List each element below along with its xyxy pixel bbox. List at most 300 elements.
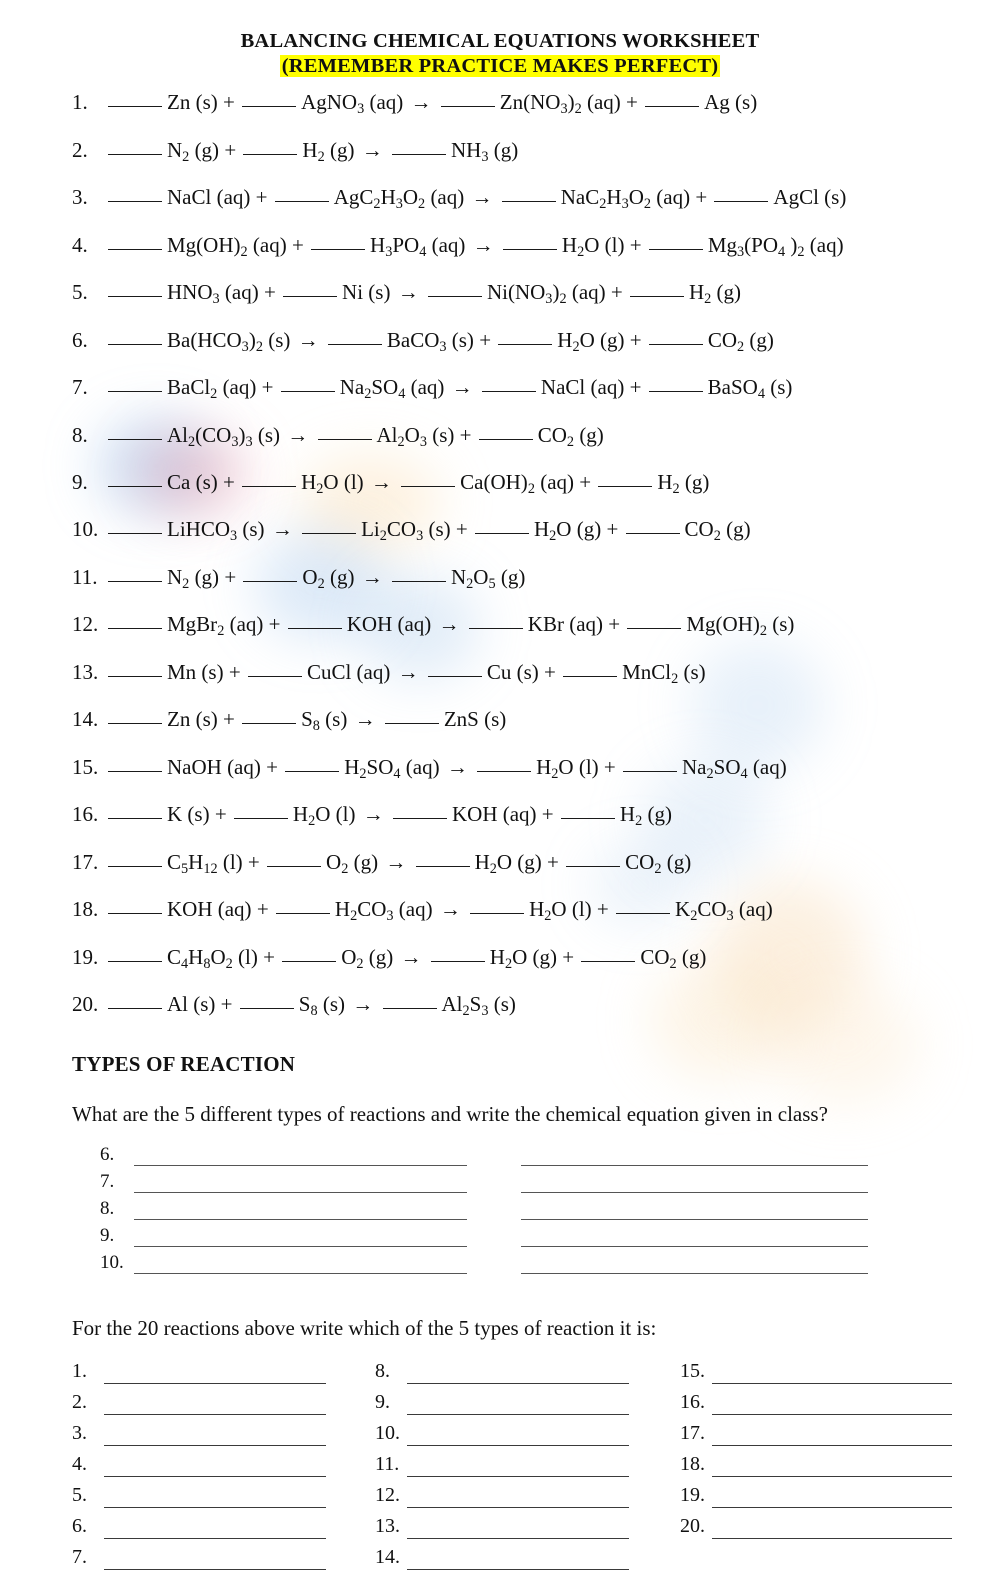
- reaction-type-answer-blank[interactable]: [104, 1476, 326, 1477]
- equation-number: 16.: [72, 802, 99, 827]
- species: $N_2$ (g): [167, 564, 220, 592]
- coefficient-blank[interactable]: [108, 581, 162, 582]
- species: $C_5H_{12}$ (l): [167, 849, 243, 877]
- equation-body: [106, 794, 672, 841]
- equation-row: [0, 509, 1000, 556]
- species: KOH (aq): [346, 612, 432, 637]
- reaction-arrow-icon: →: [451, 375, 473, 400]
- equation-body: [106, 225, 844, 272]
- plus-sign: +: [255, 185, 268, 210]
- types-answer-row: [100, 1247, 1000, 1274]
- species: $H_2O$ (l): [301, 470, 364, 497]
- species: $H_2O$ (g): [489, 944, 557, 972]
- page-title: BALANCING CHEMICAL EQUATIONS WORKSHEET: [240, 30, 760, 52]
- equation-body: [106, 699, 506, 746]
- species: $Mg(OH)_2$ (aq): [167, 232, 287, 260]
- species: MnCl$_2$ (s): [622, 659, 706, 687]
- equation-number: 5.: [72, 280, 88, 305]
- answer-column-1: [72, 1353, 326, 1570]
- coefficient-blank[interactable]: [385, 723, 439, 724]
- reaction-type-answer-blank[interactable]: [104, 1383, 326, 1384]
- coefficient-blank[interactable]: [267, 866, 321, 867]
- types-answer-blank-right[interactable]: [521, 1165, 868, 1166]
- types-answer-blank-right[interactable]: [521, 1192, 868, 1193]
- reaction-arrow-icon: →: [400, 944, 422, 969]
- reaction-type-answer-grid: [0, 1353, 1000, 1581]
- coefficient-blank[interactable]: [248, 676, 302, 677]
- coefficient-blank[interactable]: [108, 296, 162, 297]
- types-answer-number: 8.: [100, 1197, 115, 1219]
- species: AgNO$_3$ (aq): [301, 90, 404, 118]
- reaction-type-answer-number: 6.: [72, 1514, 87, 1537]
- types-of-reaction-heading: TYPES OF REACTION: [72, 1051, 296, 1076]
- equation-number: 14.: [72, 707, 99, 732]
- coefficient-blank[interactable]: [108, 628, 162, 629]
- reaction-type-answer-number: 1.: [72, 1359, 87, 1382]
- reaction-type-answer-row: [375, 1477, 629, 1508]
- coefficient-blank[interactable]: [714, 201, 768, 202]
- coefficient-blank[interactable]: [383, 1008, 437, 1009]
- equation-body: [106, 652, 706, 699]
- equation-body: [106, 984, 516, 1031]
- reaction-arrow-icon: →: [410, 90, 432, 115]
- reaction-arrow-icon: →: [352, 992, 374, 1017]
- coefficient-blank[interactable]: [416, 866, 470, 867]
- reaction-type-answer-number: 8.: [375, 1359, 390, 1382]
- plus-sign: +: [541, 802, 554, 827]
- coefficient-blank[interactable]: [283, 296, 337, 297]
- reaction-type-answer-row: [72, 1508, 326, 1539]
- coefficient-blank[interactable]: [482, 391, 536, 392]
- reaction-type-answer-number: 5.: [72, 1483, 87, 1506]
- types-answer-row: [100, 1166, 1000, 1193]
- species: $K_2CO_3$ (aq): [675, 897, 773, 925]
- plus-sign: +: [459, 422, 472, 447]
- coefficient-blank[interactable]: [627, 628, 681, 629]
- plus-sign: +: [263, 944, 275, 969]
- coefficient-blank[interactable]: [630, 296, 684, 297]
- species: $H_2O$ (l): [536, 754, 599, 782]
- coefficient-blank[interactable]: [649, 344, 703, 345]
- species: $CO_2$ (g): [625, 849, 692, 877]
- reaction-arrow-icon: →: [438, 612, 460, 637]
- types-of-reaction-prompt: What are the 5 different types of reactions and write the chemical equation given in class?: [72, 1101, 828, 1126]
- plus-sign: +: [608, 612, 621, 637]
- coefficient-blank[interactable]: [288, 628, 342, 629]
- coefficient-blank[interactable]: [243, 154, 297, 155]
- coefficient-blank[interactable]: [428, 296, 482, 297]
- plus-sign: +: [579, 470, 592, 494]
- plus-sign: +: [695, 185, 708, 210]
- coefficient-blank[interactable]: [302, 533, 356, 534]
- species: $H_2CO_3$ (aq): [334, 897, 433, 925]
- species: $Al_2S_3$ (s): [441, 992, 516, 1020]
- reaction-type-answer-number: 4.: [72, 1452, 87, 1475]
- equation-row: [0, 320, 1000, 367]
- coefficient-blank[interactable]: [242, 723, 296, 724]
- coefficient-blank[interactable]: [243, 581, 297, 582]
- coefficient-blank[interactable]: [428, 676, 482, 677]
- reaction-type-answer-row: [680, 1477, 952, 1508]
- species: $H_2SO_4$ (aq): [344, 754, 440, 782]
- coefficient-blank[interactable]: [479, 439, 533, 440]
- types-answer-blank-left[interactable]: [134, 1273, 467, 1274]
- plus-sign: +: [629, 232, 642, 257]
- reaction-arrow-icon: →: [439, 897, 461, 922]
- species: KOH (aq): [451, 802, 537, 827]
- reaction-type-answer-blank[interactable]: [407, 1538, 629, 1539]
- coefficient-blank[interactable]: [242, 486, 296, 487]
- species: $NH_3$ (g): [450, 137, 519, 165]
- reaction-type-answer-row: [375, 1384, 629, 1415]
- plus-sign: +: [266, 754, 278, 779]
- coefficient-blank[interactable]: [392, 154, 446, 155]
- species: $Mg(OH)_2$ (s): [686, 612, 795, 640]
- types-answer-blank-left[interactable]: [134, 1246, 467, 1247]
- types-answer-blank-left[interactable]: [134, 1192, 467, 1193]
- equation-number: 18.: [72, 897, 99, 922]
- coefficient-blank[interactable]: [108, 533, 162, 534]
- reaction-type-answer-blank[interactable]: [104, 1569, 326, 1570]
- reaction-type-answer-row: [375, 1508, 629, 1539]
- plus-sign: +: [544, 659, 556, 684]
- coefficient-blank[interactable]: [108, 676, 162, 677]
- plus-sign: +: [479, 327, 492, 352]
- species: $H_2$ (g): [302, 137, 355, 165]
- coefficient-blank[interactable]: [242, 106, 296, 107]
- equation-body: [106, 130, 518, 177]
- reaction-type-answer-number: 9.: [375, 1390, 390, 1413]
- coefficient-blank[interactable]: [431, 961, 485, 962]
- equation-number: 7.: [72, 375, 88, 400]
- species: Zn (s): [167, 90, 218, 115]
- equation-body: [106, 509, 751, 556]
- coefficient-blank[interactable]: [108, 154, 162, 155]
- equation-number: 20.: [72, 992, 99, 1017]
- coefficient-blank[interactable]: [275, 201, 329, 202]
- reaction-type-answer-row: [375, 1446, 629, 1477]
- equation-number: 17.: [72, 849, 99, 874]
- species: $CO_2$ (g): [640, 944, 707, 972]
- types-answer-number: 6.: [100, 1143, 115, 1165]
- reaction-arrow-icon: →: [370, 470, 392, 494]
- plus-sign: +: [223, 90, 235, 115]
- species: Al (s): [167, 992, 216, 1017]
- reaction-type-answer-blank[interactable]: [712, 1538, 952, 1539]
- types-answer-blank-right[interactable]: [521, 1219, 868, 1220]
- coefficient-blank[interactable]: [623, 771, 677, 772]
- types-answer-row: [100, 1220, 1000, 1247]
- species: LiHCO$_3$ (s): [167, 517, 265, 545]
- plus-sign: +: [455, 517, 468, 542]
- equation-row: [0, 604, 1000, 651]
- species: BaCl$_2$ (aq): [167, 375, 257, 403]
- coefficient-blank[interactable]: [392, 581, 446, 582]
- types-answer-row: [100, 1139, 1000, 1166]
- reaction-arrow-icon: →: [297, 327, 319, 352]
- coefficient-blank[interactable]: [561, 818, 615, 819]
- species: NaCl (aq): [540, 375, 625, 400]
- plus-sign: +: [629, 327, 642, 352]
- coefficient-blank[interactable]: [649, 249, 703, 250]
- species: $Ni(NO_3)_2$ (aq): [486, 280, 606, 308]
- equation-body: [106, 415, 604, 462]
- reaction-type-answer-blank[interactable]: [407, 1445, 629, 1446]
- coefficient-blank[interactable]: [616, 913, 670, 914]
- equation-row: [0, 225, 1000, 272]
- plus-sign: +: [220, 992, 233, 1017]
- document-title-block: [0, 0, 1000, 78]
- reaction-type-answer-blank[interactable]: [712, 1507, 952, 1508]
- equation-body: [106, 557, 525, 604]
- coefficient-blank[interactable]: [108, 771, 162, 772]
- equation-body: [106, 272, 741, 319]
- reaction-type-answer-blank[interactable]: [407, 1414, 629, 1415]
- species: $CO_2$ (g): [537, 422, 604, 450]
- page-subtitle-highlighted: (REMEMBER PRACTICE MAKES PERFECT): [281, 54, 719, 77]
- reaction-arrow-icon: →: [354, 707, 376, 732]
- coefficient-blank[interactable]: [108, 723, 162, 724]
- reaction-type-answer-number: 11.: [375, 1452, 400, 1475]
- plus-sign: +: [629, 375, 642, 400]
- coefficient-blank[interactable]: [598, 486, 652, 487]
- coefficient-blank[interactable]: [470, 913, 524, 914]
- coefficient-blank[interactable]: [581, 961, 635, 962]
- reaction-arrow-icon: →: [397, 280, 419, 305]
- species: $Zn(NO_3)_2$ (aq): [499, 90, 621, 118]
- equation-number: 12.: [72, 612, 99, 637]
- plus-sign: +: [547, 849, 559, 874]
- answer-column-3: [680, 1353, 952, 1539]
- coefficient-blank[interactable]: [108, 961, 162, 962]
- coefficient-blank[interactable]: [108, 866, 162, 867]
- reaction-type-answer-blank[interactable]: [407, 1383, 629, 1384]
- reaction-type-answer-row: [375, 1415, 629, 1446]
- plus-sign: +: [268, 612, 281, 637]
- types-answer-blank-right[interactable]: [521, 1246, 868, 1247]
- coefficient-blank[interactable]: [649, 391, 703, 392]
- species: $H_2O$ (g): [533, 517, 602, 545]
- coefficient-blank[interactable]: [108, 913, 162, 914]
- coefficient-blank[interactable]: [108, 391, 162, 392]
- reaction-arrow-icon: →: [271, 517, 293, 542]
- types-answer-blank-left[interactable]: [134, 1165, 467, 1166]
- coefficient-blank[interactable]: [626, 533, 680, 534]
- coefficient-blank[interactable]: [311, 249, 365, 250]
- reaction-type-answer-blank[interactable]: [712, 1476, 952, 1477]
- reaction-type-answer-number: 19.: [680, 1483, 705, 1506]
- species: $C_4H_8O_2$ (l): [167, 944, 258, 972]
- coefficient-blank[interactable]: [469, 628, 523, 629]
- coefficient-blank[interactable]: [108, 486, 162, 487]
- equation-body: [106, 747, 787, 794]
- reaction-type-answer-blank[interactable]: [104, 1507, 326, 1508]
- species: $Al_2O_3$ (s): [376, 422, 455, 450]
- plus-sign: +: [223, 470, 235, 494]
- coefficient-blank[interactable]: [566, 866, 620, 867]
- equation-row: [0, 937, 1000, 984]
- types-answer-blank-right[interactable]: [521, 1273, 868, 1274]
- plus-sign: +: [228, 659, 241, 684]
- equation-number: 13.: [72, 659, 99, 684]
- plus-sign: +: [223, 707, 235, 732]
- reaction-type-answer-blank[interactable]: [407, 1507, 629, 1508]
- species: MgBr$_2$ (aq): [167, 612, 264, 640]
- reaction-type-answer-number: 14.: [375, 1545, 400, 1568]
- coefficient-blank[interactable]: [108, 201, 162, 202]
- types-answer-row: [100, 1193, 1000, 1220]
- plus-sign: +: [256, 897, 269, 922]
- species: $HNO_3$ (aq): [167, 280, 259, 308]
- coefficient-blank[interactable]: [108, 249, 162, 250]
- equation-row: [0, 889, 1000, 936]
- reaction-arrow-icon: →: [362, 802, 384, 827]
- equation-row: [0, 747, 1000, 794]
- coefficient-blank[interactable]: [285, 771, 339, 772]
- species: Ni (s): [342, 280, 391, 305]
- equation-row: [0, 794, 1000, 841]
- species: $Li_2CO_3$ (s): [361, 517, 451, 545]
- equation-row: [0, 272, 1000, 319]
- species: $H_2$ (g): [688, 280, 742, 308]
- reaction-type-answer-blank[interactable]: [104, 1445, 326, 1446]
- equation-number: 1.: [72, 90, 88, 115]
- equation-number: 15.: [72, 754, 99, 779]
- reaction-arrow-icon: →: [361, 564, 383, 589]
- coefficient-blank[interactable]: [393, 818, 447, 819]
- reaction-type-answer-number: 17.: [680, 1421, 705, 1444]
- reaction-type-answer-number: 15.: [680, 1359, 705, 1382]
- types-answer-number: 9.: [100, 1224, 115, 1246]
- species: BaSO$_4$ (s): [707, 375, 793, 403]
- coefficient-blank[interactable]: [276, 913, 330, 914]
- species: $CO_2$ (g): [684, 517, 751, 545]
- coefficient-blank[interactable]: [281, 391, 335, 392]
- species: $Al_2(CO_3)_3$ (s): [167, 422, 281, 450]
- species: NaCl (aq): [167, 185, 251, 210]
- equation-body: [106, 889, 773, 936]
- species: $S_8$ (s): [298, 992, 346, 1020]
- coefficient-blank[interactable]: [318, 439, 372, 440]
- reaction-type-answer-blank[interactable]: [407, 1476, 629, 1477]
- reaction-type-answer-row: [375, 1353, 629, 1384]
- species: $H_2O$ (l): [292, 802, 356, 830]
- plus-sign: +: [291, 232, 304, 257]
- species: Mn (s): [167, 659, 224, 684]
- reaction-type-answer-number: 16.: [680, 1390, 705, 1413]
- species: $Ca(OH)_2$ (aq): [460, 470, 575, 497]
- reaction-type-answer-blank[interactable]: [407, 1569, 629, 1570]
- coefficient-blank[interactable]: [108, 1008, 162, 1009]
- species: $Na_2SO_4$ (aq): [339, 375, 445, 403]
- species: $H_2$ (g): [657, 470, 710, 497]
- equation-row: [0, 699, 1000, 746]
- coefficient-blank[interactable]: [234, 818, 288, 819]
- reaction-type-answer-row: [72, 1353, 326, 1384]
- reaction-arrow-icon: →: [397, 659, 419, 684]
- coefficient-blank[interactable]: [108, 344, 162, 345]
- coefficient-blank[interactable]: [503, 249, 557, 250]
- equation-number: 3.: [72, 185, 88, 210]
- reaction-type-answer-blank[interactable]: [104, 1414, 326, 1415]
- reaction-arrow-icon: →: [471, 185, 493, 210]
- species: $H_3PO_4$ (aq): [370, 232, 466, 260]
- coefficient-blank[interactable]: [645, 106, 699, 107]
- coefficient-blank[interactable]: [563, 676, 617, 677]
- plus-sign: +: [606, 517, 619, 542]
- coefficient-blank[interactable]: [108, 818, 162, 819]
- species: $Ba(HCO_3)_2$ (s): [167, 327, 291, 355]
- species: $H_2O$ (g): [557, 327, 625, 355]
- reaction-type-answer-row: [680, 1384, 952, 1415]
- equation-body: [106, 842, 691, 889]
- reaction-type-answer-number: 18.: [680, 1452, 705, 1475]
- species: $NaC_2H_3O_2$ (aq): [560, 185, 691, 213]
- equation-row: [0, 367, 1000, 414]
- species: $N_2O_5$ (g): [450, 564, 526, 592]
- species: BaCO$_3$ (s): [386, 327, 474, 355]
- species: $CO_2$ (g): [707, 327, 774, 355]
- species: AgCl (s): [773, 185, 847, 210]
- coefficient-blank[interactable]: [240, 1008, 294, 1009]
- coefficient-blank[interactable]: [108, 106, 162, 107]
- species: NaOH (aq): [167, 754, 261, 779]
- equation-body: [106, 177, 846, 224]
- equation-row: [0, 842, 1000, 889]
- equation-body: [106, 937, 706, 984]
- coefficient-blank[interactable]: [502, 201, 556, 202]
- plus-sign: +: [224, 564, 237, 589]
- reaction-type-answer-row: [680, 1415, 952, 1446]
- reaction-type-answer-row: [680, 1353, 952, 1384]
- species: K (s): [167, 802, 210, 827]
- reaction-type-answer-number: 13.: [375, 1514, 400, 1537]
- coefficient-blank[interactable]: [498, 344, 552, 345]
- equation-body: [106, 604, 794, 651]
- coefficient-blank[interactable]: [441, 106, 495, 107]
- equation-row: [0, 462, 1000, 509]
- reaction-type-answer-row: [680, 1446, 952, 1477]
- reaction-type-answer-blank[interactable]: [712, 1414, 952, 1415]
- plus-sign: +: [224, 137, 237, 162]
- equation-row: [0, 984, 1000, 1031]
- reaction-type-answer-blank[interactable]: [712, 1445, 952, 1446]
- plus-sign: +: [562, 944, 575, 969]
- species: $H_2$ (g): [619, 802, 672, 830]
- equation-row: [0, 130, 1000, 177]
- coefficient-blank[interactable]: [328, 344, 382, 345]
- plus-sign: +: [214, 802, 227, 827]
- coefficient-blank[interactable]: [401, 486, 455, 487]
- equation-body: [106, 320, 774, 367]
- reaction-type-answer-row: [680, 1508, 952, 1539]
- coefficient-blank[interactable]: [108, 439, 162, 440]
- equation-body: [106, 367, 792, 414]
- species: $H_2O$ (l): [561, 232, 625, 260]
- coefficient-blank[interactable]: [475, 533, 529, 534]
- reaction-type-answer-blank[interactable]: [712, 1383, 952, 1384]
- coefficient-blank[interactable]: [282, 961, 336, 962]
- coefficient-blank[interactable]: [477, 771, 531, 772]
- species: Zn (s): [167, 707, 218, 732]
- plus-sign: +: [263, 280, 276, 305]
- reaction-type-answer-number: 12.: [375, 1483, 400, 1506]
- equation-number: 9.: [72, 470, 88, 494]
- types-answer-blank-left[interactable]: [134, 1219, 467, 1220]
- equation-number: 4.: [72, 232, 88, 257]
- reaction-type-answer-blank[interactable]: [104, 1538, 326, 1539]
- equation-row: [0, 82, 1000, 129]
